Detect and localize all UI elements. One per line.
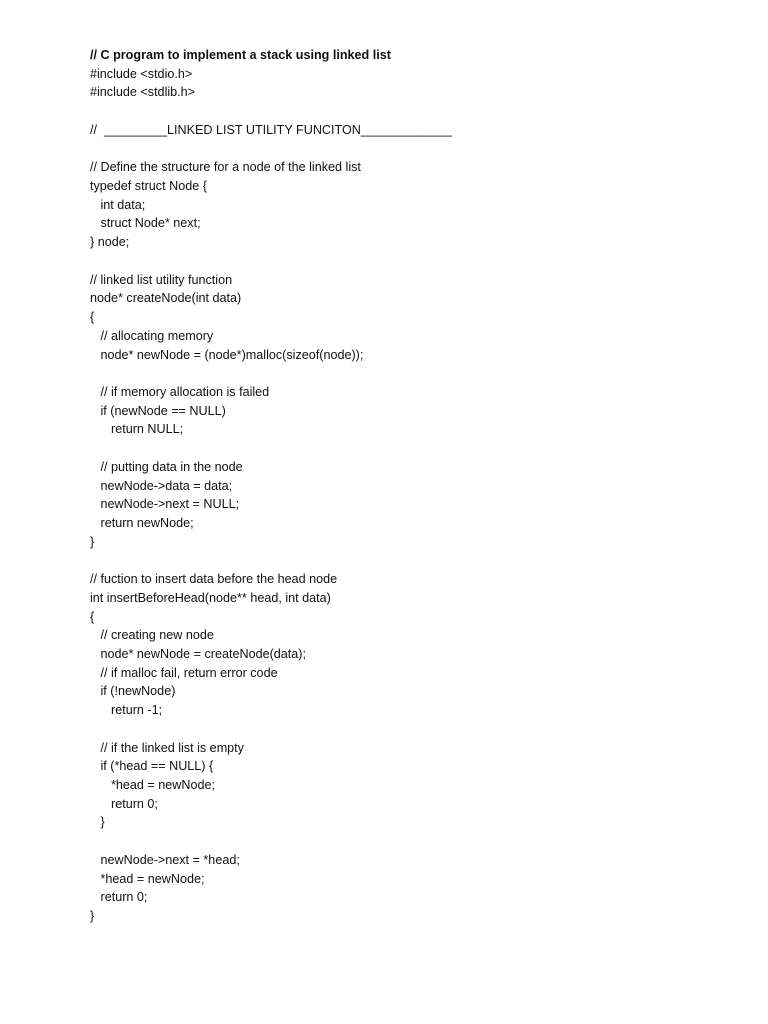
code-line: if (!newNode) [90, 684, 176, 699]
code-line-section-header: // _________LINKED LIST UTILITY FUNCITON_____________ [90, 122, 452, 137]
code-line: #include <stdio.h> [90, 66, 193, 81]
code-line [90, 832, 730, 851]
code-line: node* createNode(int data) [90, 291, 242, 306]
code-line [90, 364, 730, 383]
code-line: *head = newNode; [90, 778, 215, 793]
code-line: node* newNode = (node*)malloc(sizeof(node)); [90, 347, 364, 362]
code-line: } [90, 815, 105, 830]
code-line: newNode->next = NULL; [90, 497, 240, 512]
code-listing [90, 46, 730, 926]
code-line: struct Node* next; [90, 216, 201, 231]
code-line [90, 140, 730, 159]
code-line-title: // C program to implement a stack using linked list [90, 48, 391, 62]
code-line: return -1; [90, 703, 163, 718]
code-line: // creating new node [90, 628, 214, 643]
code-line: } node; [90, 235, 130, 250]
code-line: // linked list utility function [90, 272, 233, 287]
code-line: // fuction to insert data before the head node [90, 572, 338, 587]
code-line [90, 252, 730, 271]
code-line: newNode->next = *head; [90, 852, 240, 867]
code-line [90, 720, 730, 739]
code-line: } [90, 909, 95, 924]
code-line: return NULL; [90, 422, 184, 437]
code-line: newNode->data = data; [90, 478, 233, 493]
code-line: // if memory allocation is failed [90, 384, 270, 399]
code-line [90, 102, 730, 121]
code-line: // Define the structure for a node of the linked list [90, 160, 361, 175]
code-line: node* newNode = createNode(data); [90, 647, 306, 661]
code-line: *head = newNode; [90, 871, 205, 886]
code-line: } [90, 534, 95, 549]
code-line: // if malloc fail, return error code [90, 665, 278, 680]
code-line: if (*head == NULL) { [90, 759, 214, 774]
code-line: // if the linked list is empty [90, 740, 244, 755]
code-line: // allocating memory [90, 328, 214, 343]
code-line [90, 551, 730, 570]
code-line: int insertBeforeHead(node** head, int data) [90, 590, 331, 605]
code-line: if (newNode == NULL) [90, 403, 226, 418]
code-line: { [90, 310, 95, 325]
code-line: return newNode; [90, 515, 194, 530]
code-line: return 0; [90, 796, 158, 811]
code-line: return 0; [90, 890, 148, 905]
code-line: { [90, 609, 95, 624]
code-line: typedef struct Node { [90, 179, 207, 194]
code-line [90, 439, 730, 458]
code-line: int data; [90, 197, 146, 212]
code-line: // putting data in the node [90, 459, 243, 474]
code-line: #include <stdlib.h> [90, 85, 196, 100]
